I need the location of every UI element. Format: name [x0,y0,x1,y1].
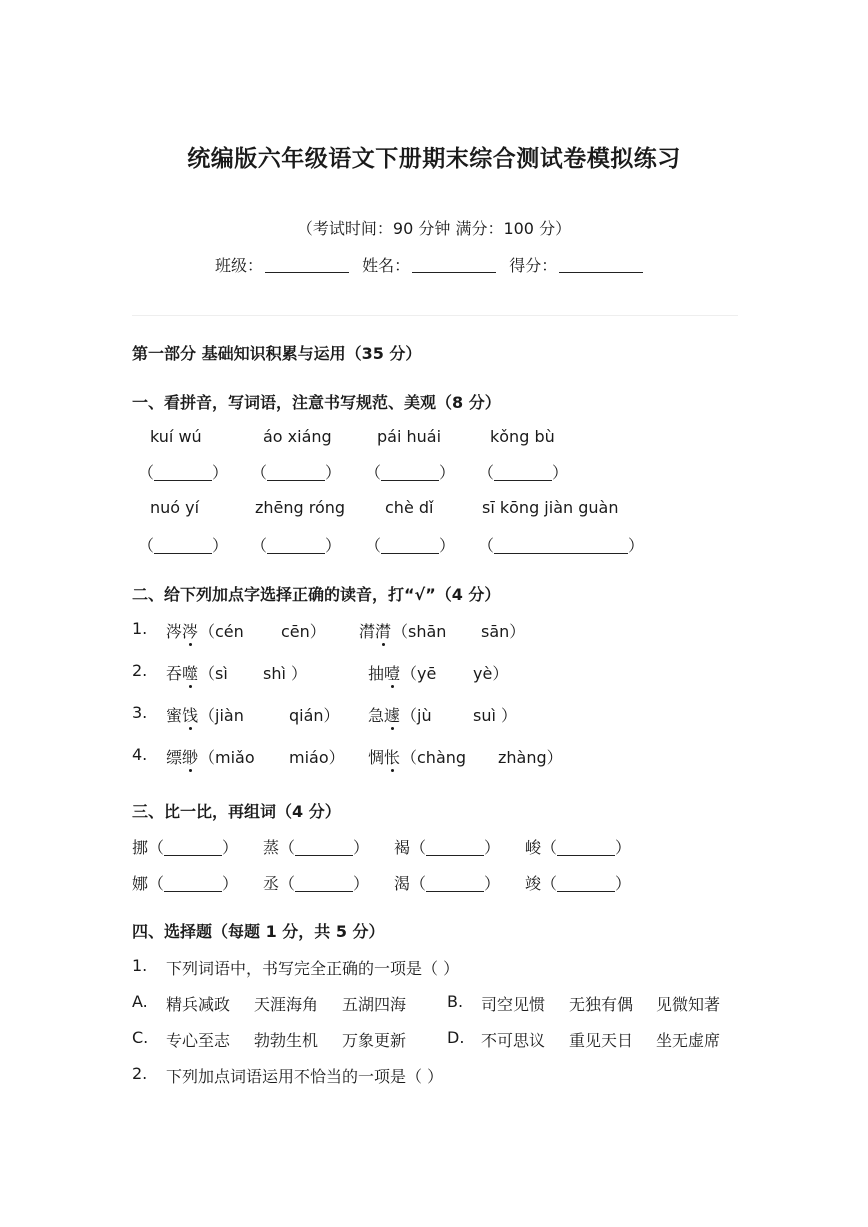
compare-item[interactable]: 渴（ ） [394,874,501,893]
reading-option[interactable]: （jiàn [199,706,244,725]
reading-option[interactable]: sān） [481,622,526,641]
q2-item-number: 1. [132,619,148,638]
pinyin: kǒng bù [490,427,555,446]
q2-word: 抽噎 [368,664,401,683]
option-word: 见微知著 [656,995,721,1014]
compare-item[interactable]: 蒸（ ） [263,838,370,857]
class-blank[interactable] [265,254,349,273]
reading-option[interactable]: （chàng [401,748,467,767]
q1-heading: 一、看拼音，写词语，注意书写规范、美观（8 分） [132,393,501,412]
answer-blank[interactable]: （ ） [365,463,456,482]
option-word: 重见天日 [569,1031,634,1050]
reading-option[interactable]: （sì [199,664,228,683]
option-word: 无独有偶 [569,995,634,1014]
option-word: 专心至志 [166,1031,231,1050]
reading-option[interactable]: suì ） [473,706,518,725]
answer-blank[interactable]: （ ） [251,463,342,482]
q2-word: 涔涔 [166,622,199,641]
name-label: 姓名： [362,256,411,275]
option-word: 精兵减政 [166,995,231,1014]
pinyin: nuó yí [150,498,200,517]
compare-item[interactable]: 竣（ ） [525,874,632,893]
answer-blank[interactable]: （ ） [365,536,456,555]
q4-heading: 四、选择题（每题 1 分，共 5 分） [132,922,385,941]
reading-option[interactable]: shì ） [263,664,308,683]
q2-item-number: 2. [132,661,148,680]
reading-option[interactable]: cēn） [281,622,326,641]
name-blank[interactable] [412,254,496,273]
option-word: 不可思议 [481,1031,546,1050]
reading-option[interactable]: （cén [199,622,244,641]
reading-option[interactable]: （jù [401,706,432,725]
q2-word: 惆怅 [368,748,401,767]
answer-blank[interactable]: （ ） [138,463,229,482]
part1-heading: 第一部分 基础知识积累与运用（35 分） [132,344,422,363]
score-label: 得分： [509,256,558,275]
option-word: 司空见惯 [481,995,546,1014]
q4-question: 下列词语中，书写完全正确的一项是（ ） [166,959,460,978]
option-label[interactable]: D. [447,1028,465,1047]
q2-heading: 二、给下列加点字选择正确的读音，打“√”（4 分） [132,585,501,604]
compare-item[interactable]: 丞（ ） [263,874,370,893]
answer-blank[interactable]: （ ） [138,536,229,555]
option-word: 勃勃生机 [254,1031,319,1050]
score-blank[interactable] [559,254,643,273]
pinyin: sī kōng jiàn guàn [482,498,619,517]
q2-word: 蜜饯 [166,706,199,725]
answer-blank[interactable]: （ ） [478,463,569,482]
q3-heading: 三、比一比，再组词（4 分） [132,802,341,821]
reading-option[interactable]: qián） [289,706,340,725]
q4-item-number: 1. [132,956,148,975]
compare-item[interactable]: 峻（ ） [525,838,632,857]
q2-word: 潸潸 [359,622,392,641]
q2-word: 吞噬 [166,664,199,683]
answer-blank[interactable]: （ ） [251,536,342,555]
pinyin: chè dǐ [385,498,434,517]
q4-item-number: 2. [132,1064,148,1083]
reading-option[interactable]: zhàng） [498,748,563,767]
compare-item[interactable]: 娜（ ） [132,874,239,893]
reading-option[interactable]: yè） [473,664,509,683]
pinyin: pái huái [377,427,442,446]
exam-meta: （考试时间：90 分钟 满分：100 分） [296,219,572,238]
q2-word: 急遽 [368,706,401,725]
q2-item-number: 3. [132,703,148,722]
option-word: 坐无虚席 [656,1031,721,1050]
reading-option[interactable]: （yē [401,664,437,683]
q2-word: 缥缈 [166,748,199,767]
pinyin: zhēng róng [255,498,346,517]
option-word: 天涯海角 [254,995,319,1014]
q2-item-number: 4. [132,745,148,764]
compare-item[interactable]: 挪（ ） [132,838,239,857]
pinyin: kuí wú [150,427,202,446]
divider [132,315,738,316]
page-title: 统编版六年级语文下册期末综合测试卷模拟练习 [187,146,681,172]
answer-blank[interactable]: （ ） [478,536,645,555]
q4-question: 下列加点词语运用不恰当的一项是（ ） [166,1067,444,1086]
option-word: 万象更新 [342,1031,407,1050]
option-label[interactable]: C. [132,1028,149,1047]
reading-option[interactable]: （miǎo [199,748,255,767]
student-info [215,253,651,276]
pinyin: áo xiáng [263,427,332,446]
class-label: 班级： [215,256,264,275]
option-label[interactable]: B. [447,992,464,1011]
option-word: 五湖四海 [342,995,407,1014]
option-label[interactable]: A. [132,992,148,1011]
reading-option[interactable]: （shān [392,622,447,641]
compare-item[interactable]: 褐（ ） [394,838,501,857]
reading-option[interactable]: miáo） [289,748,345,767]
